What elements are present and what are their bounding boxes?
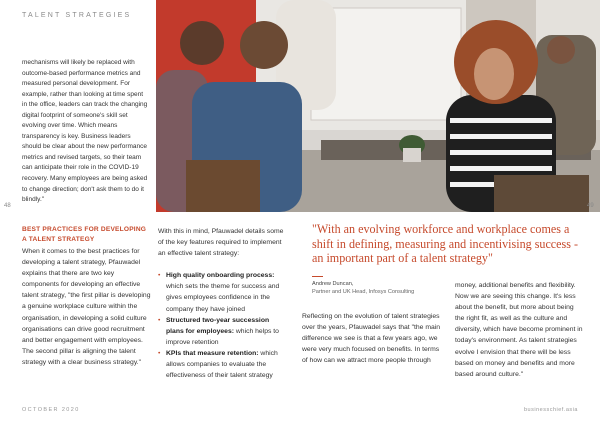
bullet-title: High quality onboarding process: bbox=[166, 272, 275, 280]
quote-author-name: Andrew Duncan, bbox=[312, 281, 354, 287]
intro-paragraph: mechanisms will likely be replaced with outcome-based performance metrics and measured personal development. For example, rather than looking at time spent in the office, leaders can track the changing digital footprint of someone's skill set evolving over time. Which means transparency is key. Business leaders should be clear about the new performance metrics and revised targets, so their team can anticipate their role in the COVID-19 recovery. Many employees are being asked to change direction; don't ask them to do it blindly." bbox=[22, 59, 148, 204]
list-item bbox=[158, 315, 288, 348]
page-number-right: 49 bbox=[587, 203, 594, 209]
column-3-text: Reflecting on the evolution of talent strategies over the years, Pfauwadel says that "the main difference we see is that a few years ago, we were very much focused on benefits. In terms of how can we attract more people through bbox=[302, 313, 441, 365]
key-features-list bbox=[158, 270, 288, 381]
column-2-intro: With this in mind, Pfauwadel details some of the key features required to implement an effective talent strategy: bbox=[158, 228, 284, 258]
site-url[interactable]: businesschief.asia bbox=[524, 407, 578, 413]
bullet-title: KPIs that measure retention: bbox=[166, 349, 259, 357]
section-subheading: BEST PRACTICES FOR DEVELOPING A TALENT STRATEGY bbox=[22, 226, 147, 243]
bullet-text: which helps to improve retention bbox=[166, 327, 279, 346]
list-item bbox=[158, 270, 288, 314]
issue-date: OCTOBER 2020 bbox=[22, 407, 80, 413]
bullet-title: Structured two-year succession plans for employees: bbox=[166, 316, 270, 335]
column-1-text: When it comes to the best practices for developing a talent strategy, Pfauwadel explains that there are two key components for developing an effective talent strategy, "the first pillar is developing a genuine workplace culture within the organisation, in developing a solid culture organisations can drive good recruitment and better engagement with employees. The second pillar is aligning the talent strategy with a clear business strategy." bbox=[22, 248, 151, 366]
column-2 bbox=[158, 226, 288, 381]
quote-author-role: Partner and UK Head, Infosys Consulting bbox=[312, 289, 415, 295]
section-label: TALENT STRATEGIES bbox=[22, 12, 132, 19]
bullet-text: which sets the theme for success and gives employees confidence in the company they have joined bbox=[166, 283, 280, 313]
column-4-text: money, additional benefits and flexibility. Now we are seeing this change. It's less about the benefit, but more about being the right fit, as well as the culture and diversity, which have become prominent in today's environment. As talent strategies evolve I envision that there will be less based on money and benefits and more based around culture." bbox=[455, 282, 583, 378]
pull-quote: "With an evolving workforce and workplace comes a shift in defining, measuring and incentivising success - an important part of a talent strategy" bbox=[312, 222, 579, 265]
page-number-left: 48 bbox=[4, 203, 11, 209]
quote-divider bbox=[312, 276, 323, 277]
office-meeting-photo bbox=[156, 0, 600, 212]
list-item bbox=[158, 348, 288, 381]
bullet-text: which allows companies to evaluate the effectiveness of their talent strategy bbox=[166, 349, 278, 380]
